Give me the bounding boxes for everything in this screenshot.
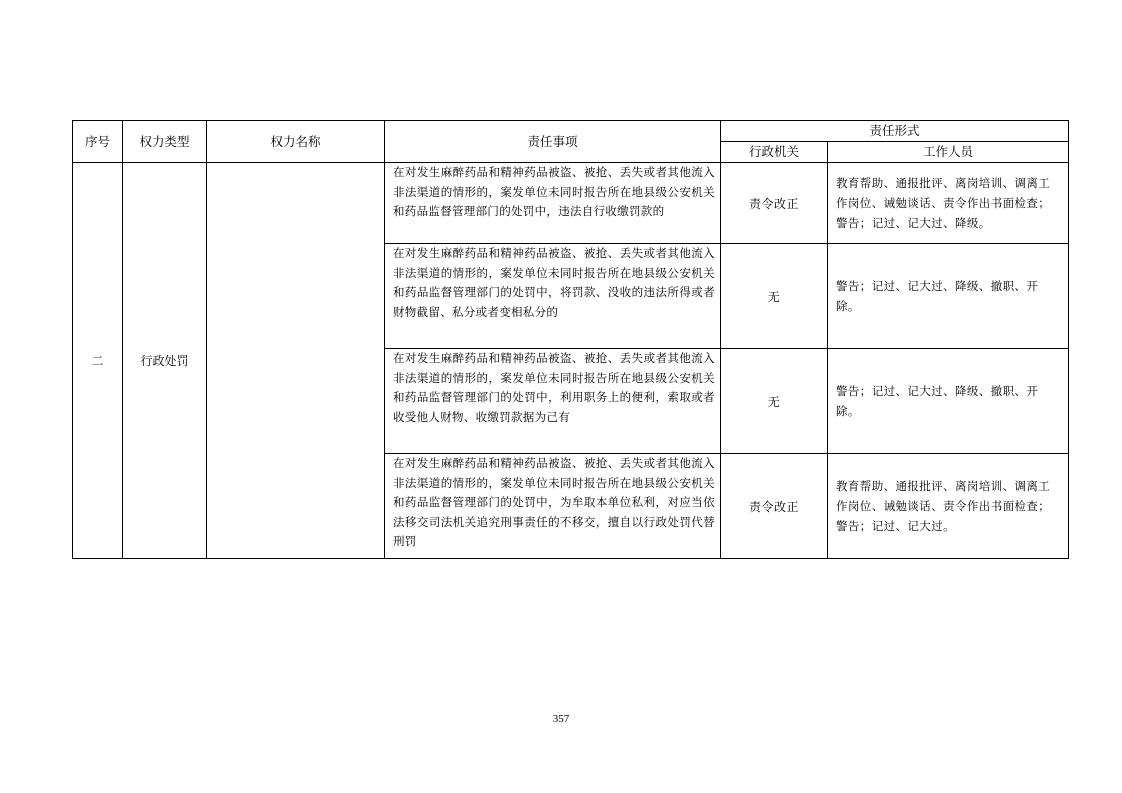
header-admin-org: 行政机关	[721, 142, 828, 163]
staff-cell: 教育帮助、通报批评、离岗培训、调离工作岗位、诫勉谈话、责令作出书面检查；警告；记过、记大过。	[828, 454, 1069, 559]
header-power-type: 权力类型	[123, 121, 207, 163]
duty-cell: 在对发生麻醉药品和精神药品被盗、被抢、丢失或者其他流入非法渠道的情形的，案发单位未同时报告所在地县级公安机关和药品监督管理部门的处罚中，为牟取本单位私利，对应当依法移交司法机关追究刑事责任的不移交，擅自以行政处罚代替刑罚	[385, 454, 721, 559]
power-type-cell: 行政处罚	[123, 163, 207, 559]
header-row-1	[73, 121, 1069, 142]
admin-org-cell: 无	[721, 349, 828, 454]
staff-cell: 警告；记过、记大过、降级、撤职、开除。	[828, 349, 1069, 454]
admin-org-cell: 无	[721, 244, 828, 349]
header-power-name: 权力名称	[207, 121, 385, 163]
duty-cell: 在对发生麻醉药品和精神药品被盗、被抢、丢失或者其他流入非法渠道的情形的，案发单位未同时报告所在地县级公安机关和药品监督管理部门的处罚中，利用职务上的便利，索取或者收受他人财物、收缴罚款据为己有	[385, 349, 721, 454]
duty-cell: 在对发生麻醉药品和精神药品被盗、被抢、丢失或者其他流入非法渠道的情形的，案发单位未同时报告所在地县级公安机关和药品监督管理部门的处罚中，将罚款、没收的违法所得或者财物截留、私分或者变相私分的	[385, 244, 721, 349]
power-name-cell	[207, 163, 385, 559]
duty-cell: 在对发生麻醉药品和精神药品被盗、被抢、丢失或者其他流入非法渠道的情形的，案发单位未同时报告所在地县级公安机关和药品监督管理部门的处罚中，违法自行收缴罚款的	[385, 163, 721, 244]
admin-org-cell: 责令改正	[721, 454, 828, 559]
seq-cell: 二	[73, 163, 123, 559]
page-number: 357	[552, 713, 570, 725]
header-staff: 工作人员	[828, 142, 1069, 163]
table-row	[73, 163, 1069, 244]
admin-org-cell: 责令改正	[721, 163, 828, 244]
staff-cell: 教育帮助、通报批评、离岗培训、调离工作岗位、诫勉谈话、责令作出书面检查；警告；记过、记大过、降级。	[828, 163, 1069, 244]
header-resp-form: 责任形式	[721, 121, 1069, 142]
header-duty-items: 责任事项	[385, 121, 721, 163]
responsibility-table	[72, 120, 1069, 559]
staff-cell: 警告；记过、记大过、降级、撤职、开除。	[828, 244, 1069, 349]
header-seq: 序号	[73, 121, 123, 163]
